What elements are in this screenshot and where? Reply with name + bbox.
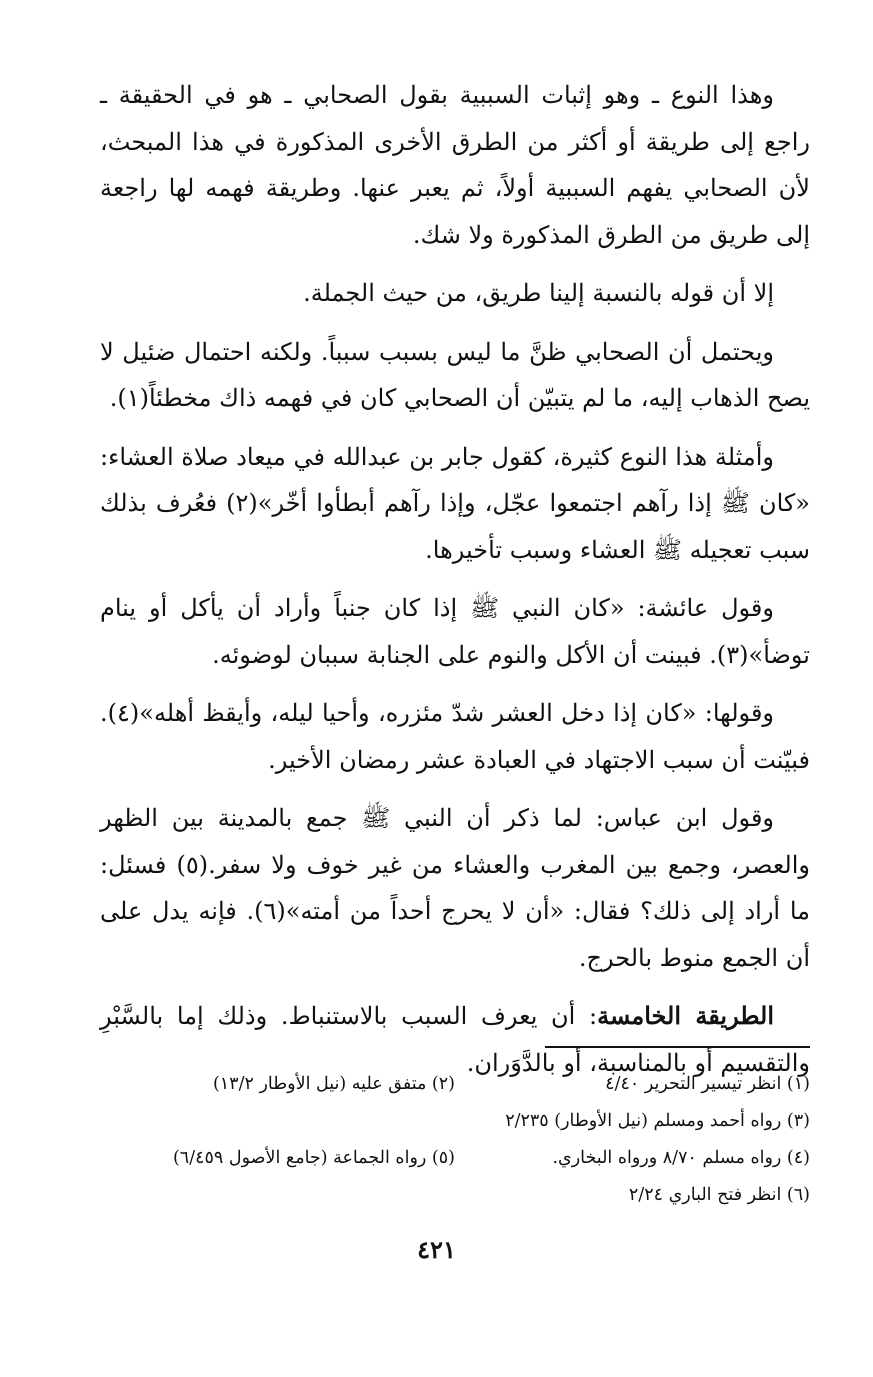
- footnote-1: (١) انظر تيسير التحرير ٤/٤٠: [605, 1074, 810, 1094]
- paragraph-3: [100, 329, 810, 422]
- footnote-row-4: [100, 1177, 810, 1214]
- paragraph-2: [100, 270, 810, 317]
- footnotes: [100, 1066, 810, 1214]
- paragraph-4-text: وأمثلة هذا النوع كثيرة، كقول جابر بن عبدالله في ميعاد صلاة العشاء: «كان ﷺ إذا رآهم اجتمعوا عجّل، وإذا رآهم أبطأوا أخّر»(٢) فعُرف بذلك سبب تعجيله ﷺ العشاء وسبب تأخيرها.: [100, 442, 810, 564]
- method-five-text: : أن يعرف السبب بالاستنباط. وذلك إما بالسَّبْرِ والتقسيم أو بالمناسبة، أو بالدَّوَران.: [100, 1002, 810, 1077]
- footnote-row-3: [100, 1140, 810, 1177]
- footnote-2: (٢) متفق عليه (نيل الأوطار ١٣/٢): [212, 1074, 455, 1094]
- footnote-3: (٣) رواه أحمد ومسلم (نيل الأوطار) ٢/٢٣٥: [505, 1111, 810, 1131]
- footnote-4: (٤) رواه مسلم ٨/٧٠ ورواه البخاري.: [552, 1148, 810, 1168]
- footnote-row-2: [100, 1103, 810, 1140]
- paragraph-5-text: وقول عائشة: «كان النبي ﷺ إذا كان جنباً وأراد أن يأكل أو ينام توضأ»(٣). فبينت أن الأكل والنوم على الجنابة سببان لوضوئه.: [100, 594, 810, 669]
- paragraph-7: [100, 795, 810, 981]
- footnote-separator: [545, 1046, 810, 1048]
- paragraph-7-text: وقول ابن عباس: لما ذكر أن النبي ﷺ جمع بالمدينة بين الظهر والعصر، وجمع بين المغرب والعشاء من غير خوف ولا سفر.(٥) فسئل: ما أراد إلى ذلك؟ فقال: «أن لا يحرج أحداً من أمته»(٦). فإنه يدل على أن الجمع منوط بالحرج.: [100, 804, 810, 972]
- paragraph-6-text: وقولها: «كان إذا دخل العشر شدّ مئزره، وأحيا ليله، وأيقظ أهله»(٤). فبيّنت أن سبب الاجتهاد في العبادة عشر رمضان الأخير.: [100, 699, 810, 774]
- paragraph-5: [100, 585, 810, 678]
- footnote-6: (٦) انظر فتح الباري ٢/٢٤: [628, 1185, 810, 1205]
- paragraph-1-text: وهذا النوع ـ وهو إثبات السببية بقول الصحابي ـ هو في الحقيقة ـ راجع إلى طريقة أو أكثر من الطرق الأخرى المذكورة في هذا المبحث، لأن الصحابي يفهم السببية أولاً، ثم يعبر عنها. وطريقة فهمه لها راجعة إلى طريق من الطرق المذكورة ولا شك.: [100, 81, 810, 249]
- paragraph-6: [100, 690, 810, 783]
- page-number: ٤٢١: [417, 1235, 456, 1264]
- paragraph-2-text: إلا أن قوله بالنسبة إلينا طريق، من حيث الجملة.: [303, 279, 774, 307]
- method-five-label: الطريقة الخامسة: [597, 1001, 774, 1030]
- footnote-5: (٥) رواه الجماعة (جامع الأصول ٦/٤٥٩): [172, 1148, 455, 1168]
- footnote-row-1: [100, 1066, 810, 1103]
- paragraph-4: [100, 434, 810, 574]
- paragraph-3-text: ويحتمل أن الصحابي ظنَّ ما ليس بسبب سبباً. ولكنه احتمال ضئيل لا يصح الذهاب إليه، ما لم يتبيّن أن الصحابي كان في فهمه ذاك مخطئاً(١).: [100, 337, 810, 412]
- paragraph-1: [100, 72, 810, 258]
- page-body: [100, 72, 810, 1098]
